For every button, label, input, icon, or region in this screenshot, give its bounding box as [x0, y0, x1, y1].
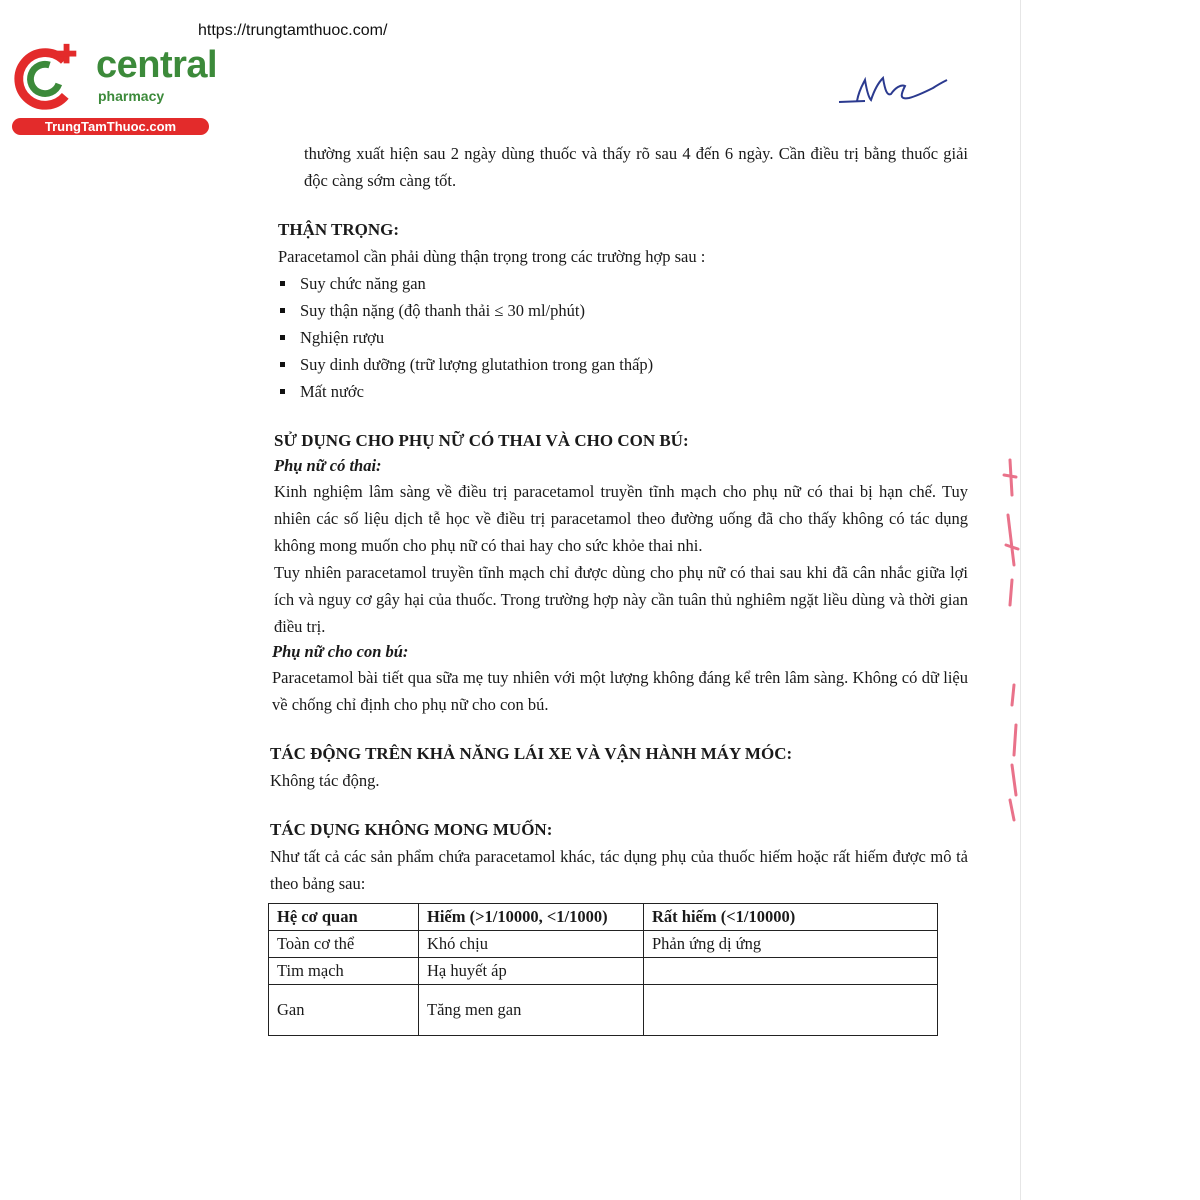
breastfeeding-subheading: Phụ nữ cho con bú:: [272, 642, 409, 661]
table-header-cell: Hệ cơ quan: [269, 904, 419, 931]
list-item: Suy dinh dưỡng (trữ lượng glutathion trong gan thấp): [268, 351, 968, 378]
driving-heading: TÁC ĐỘNG TRÊN KHẢ NĂNG LÁI XE VÀ VẬN HÀNH MÁY MÓC:: [270, 744, 793, 763]
table-cell: [644, 958, 938, 985]
table-cell: Khó chịu: [419, 931, 644, 958]
driving-text: Không tác động.: [270, 771, 380, 790]
table-row: [269, 931, 938, 958]
source-url: https://trungtamthuoc.com/: [198, 22, 388, 39]
table-cell: Gan: [269, 985, 419, 1036]
list-item: Suy thận nặng (độ thanh thải ≤ 30 ml/phút): [268, 297, 968, 324]
intro-paragraph: thường xuất hiện sau 2 ngày dùng thuốc và thấy rõ sau 4 đến 6 ngày. Cần điều trị bằng thuốc giải độc càng sớm càng tốt.: [304, 144, 968, 190]
document-body: [268, 140, 968, 1036]
pregnant-paragraph-1: Kinh nghiệm lâm sàng về điều trị paracetamol truyền tĩnh mạch cho phụ nữ có thai bị hạn chế. Tuy nhiên các số liệu dịch tễ học về điều trị paracetamol theo đường uống đã cho thấy không có tác dụng không mong muốn cho phụ nữ có thai hay cho sức khỏe thai nhi.: [274, 482, 968, 555]
signature-icon: [835, 70, 955, 110]
table-cell: Tăng men gan: [419, 985, 644, 1036]
logo-brand: central: [96, 44, 218, 86]
table-cell: [644, 985, 938, 1036]
breastfeeding-paragraph: Paracetamol bài tiết qua sữa mẹ tuy nhiên với một lượng không đáng kể trên lâm sàng. Không có dữ liệu về chống chỉ định cho phụ nữ cho con bú.: [272, 668, 968, 714]
table-cell: Tim mạch: [269, 958, 419, 985]
table-cell: Toàn cơ thể: [269, 931, 419, 958]
logo-ring-icon: [10, 38, 88, 116]
table-row: [269, 985, 938, 1036]
side-effects-heading: TÁC DỤNG KHÔNG MONG MUỐN:: [270, 820, 553, 839]
table-header-cell: Rất hiếm (<1/10000): [644, 904, 938, 931]
side-effects-table: [268, 903, 938, 1036]
list-item: Suy chức năng gan: [268, 270, 968, 297]
logo-subtitle: pharmacy: [98, 88, 165, 104]
red-stamp-mark-icon: [992, 455, 1028, 825]
caution-list: [268, 270, 968, 405]
table-header-row: [269, 904, 938, 931]
caution-heading: THẬN TRỌNG:: [278, 220, 400, 239]
central-pharmacy-logo: [10, 38, 218, 138]
pregnancy-heading: SỬ DỤNG CHO PHỤ NỮ CÓ THAI VÀ CHO CON BÚ:: [274, 431, 689, 450]
table-cell: Phản ứng dị ứng: [644, 931, 938, 958]
pregnant-paragraph-2: Tuy nhiên paracetamol truyền tĩnh mạch chỉ được dùng cho phụ nữ có thai sau khi đã cân nhắc giữa lợi ích và nguy cơ gây hại của thuốc. Trong trường hợp này cần tuân thủ nghiêm ngặt liều dùng và thời gian điều trị.: [274, 563, 968, 636]
table-row: [269, 958, 938, 985]
list-item: Nghiện rượu: [268, 324, 968, 351]
side-effects-lead: Như tất cả các sản phẩm chứa paracetamol khác, tác dụng phụ của thuốc hiếm hoặc rất hiếm được mô tả theo bảng sau:: [270, 847, 968, 893]
table-cell: Hạ huyết áp: [419, 958, 644, 985]
pregnant-subheading: Phụ nữ có thai:: [274, 456, 382, 475]
caution-lead: Paracetamol cần phải dùng thận trọng trong các trường hợp sau :: [278, 247, 706, 266]
logo-banner: TrungTamThuoc.com: [12, 118, 209, 135]
table-header-cell: Hiếm (>1/10000, <1/1000): [419, 904, 644, 931]
list-item: Mất nước: [268, 378, 968, 405]
